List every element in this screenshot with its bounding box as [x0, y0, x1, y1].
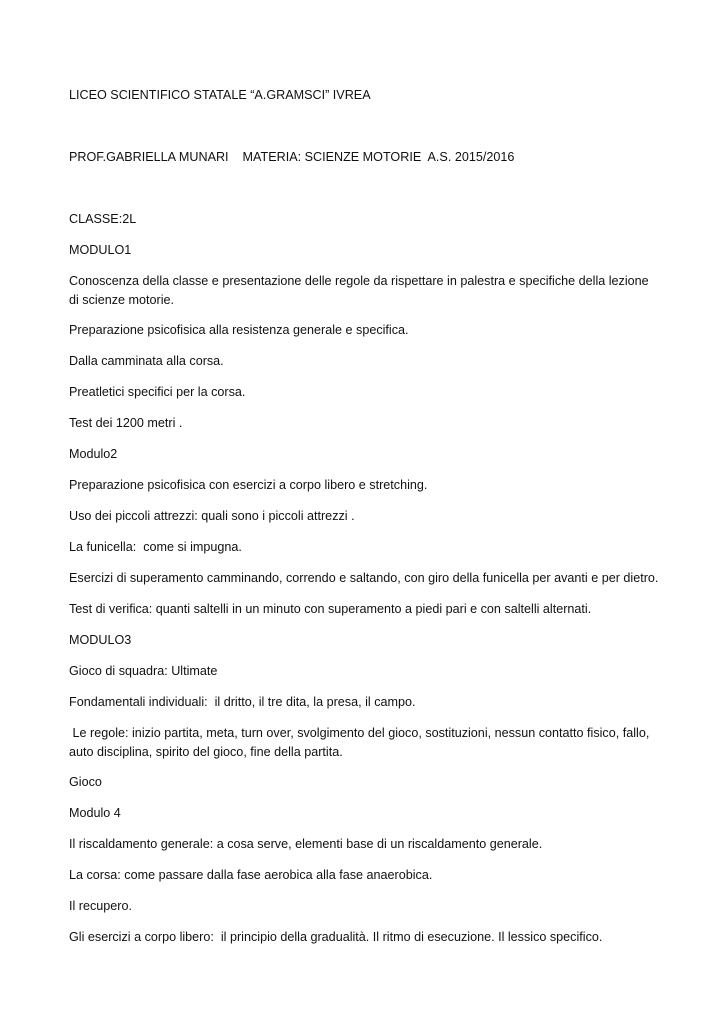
- paragraph: Uso dei piccoli attrezzi: quali sono i piccoli attrezzi .: [69, 509, 355, 523]
- paragraph: Fondamentali individuali: il dritto, il tre dita, la presa, il campo.: [69, 695, 416, 709]
- class-label: CLASSE:2L: [69, 212, 137, 226]
- paragraph: Test dei 1200 metri .: [69, 416, 183, 430]
- module-2-title: Modulo2: [69, 447, 118, 461]
- paragraph: Le regole: inizio partita, meta, turn over, svolgimento del gioco, sostituzioni, nessun contatto fisico, fallo, auto disciplina, spirito del gioco, fine della partita.: [69, 726, 653, 759]
- paragraph: Test di verifica: quanti saltelli in un minuto con superamento a piedi pari e con saltelli alternati.: [69, 602, 592, 616]
- paragraph: Gli esercizi a corpo libero: il principio della gradualità. Il ritmo di esecuzione. Il lessico specifico.: [69, 930, 603, 944]
- paragraph: Preatletici specifici per la corsa.: [69, 385, 246, 399]
- module-1-title: MODULO1: [69, 243, 132, 257]
- paragraph: La corsa: come passare dalla fase aerobica alla fase anaerobica.: [69, 868, 433, 882]
- module-3-title: MODULO3: [69, 633, 132, 647]
- paragraph: Gioco: [69, 775, 102, 789]
- teacher-subject-line: PROF.GABRIELLA MUNARI MATERIA: SCIENZE MOTORIE A.S. 2015/2016: [69, 150, 515, 164]
- paragraph: Esercizi di superamento camminando, correndo e saltando, con giro della funicella per avanti e per dietro.: [69, 571, 659, 585]
- paragraph: Preparazione psicofisica alla resistenza generale e specifica.: [69, 323, 409, 337]
- paragraph: Il riscaldamento generale: a cosa serve, elementi base di un riscaldamento generale.: [69, 837, 543, 851]
- paragraph: Dalla camminata alla corsa.: [69, 354, 224, 368]
- school-heading: LICEO SCIENTIFICO STATALE “A.GRAMSCI” IVREA: [69, 88, 371, 102]
- paragraph: Conoscenza della classe e presentazione delle regole da rispettare in palestra e specifiche della lezione di scienze motorie.: [69, 274, 653, 307]
- paragraph: Gioco di squadra: Ultimate: [69, 664, 218, 678]
- paragraph: La funicella: come si impugna.: [69, 540, 242, 554]
- paragraph: Il recupero.: [69, 899, 132, 913]
- paragraph: Preparazione psicofisica con esercizi a corpo libero e stretching.: [69, 478, 428, 492]
- module-4-title: Modulo 4: [69, 806, 121, 820]
